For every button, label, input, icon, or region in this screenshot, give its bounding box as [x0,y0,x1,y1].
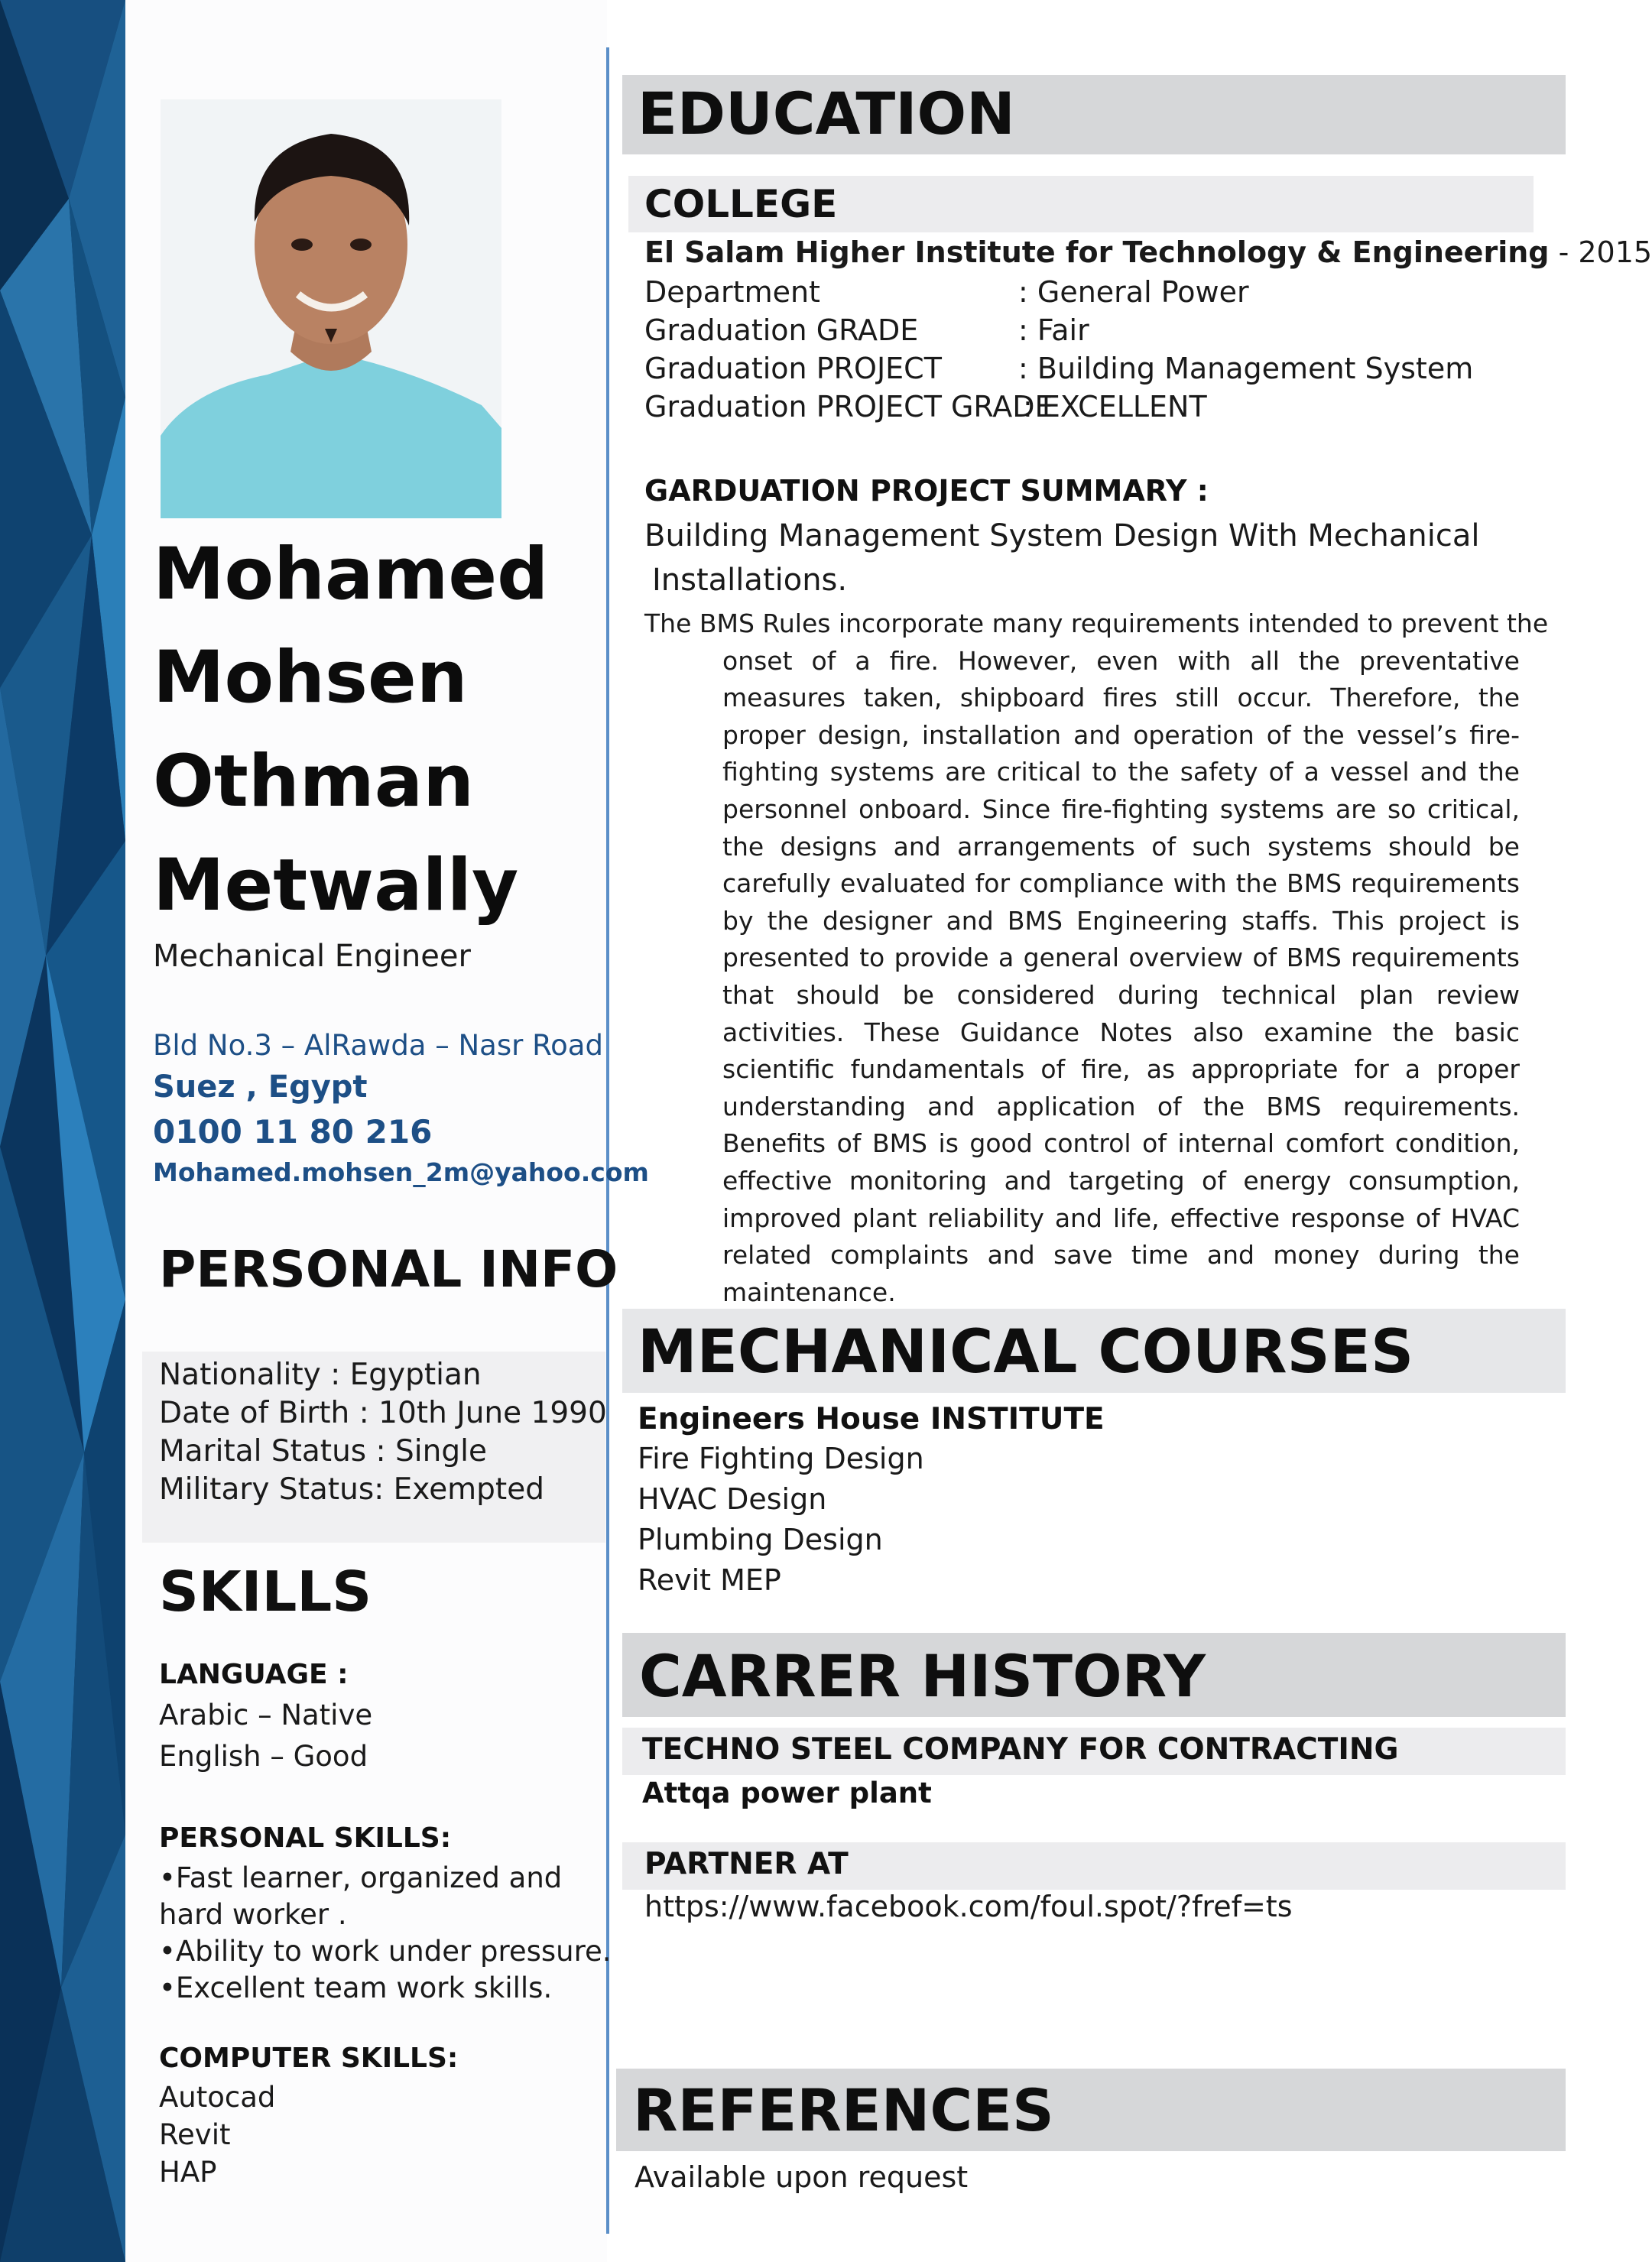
profile-photo [161,99,501,518]
graduation-grade-label: Graduation GRADE [644,313,919,347]
marital-status-row: Marital Status : Single [159,1434,487,1469]
graduation-grade-value: : Fair [1018,313,1089,347]
job-title: Mechanical Engineer [153,939,471,974]
references-heading: REFERENCES [633,2076,1054,2144]
email-link[interactable]: Mohamed.mohsen_2m@yahoo.com [153,1157,649,1187]
personal-skill-item: hard worker . [159,1898,347,1931]
computer-skills-label: COMPUTER SKILLS: [159,2043,459,2074]
graduation-project-grade-label: Graduation PROJECT GRADE [644,390,1053,424]
personal-skill-item: •Fast learner, organized and [159,1861,563,1894]
education-heading: EDUCATION [638,80,1015,148]
course-item: Plumbing Design [638,1523,883,1556]
city: Suez , Egypt [153,1069,368,1105]
partner-label: PARTNER AT [644,1847,849,1881]
college-heading: COLLEGE [644,182,838,226]
decorative-blue-polygon-strip [0,0,125,2262]
computer-skill-item: Autocad [159,2081,276,2114]
graduation-project-label: Graduation PROJECT [644,352,942,385]
partner-url-link[interactable]: https://www.facebook.com/foul.spot/?fref=ts [644,1890,1293,1923]
phone-number: 0100 11 80 216 [153,1113,433,1150]
personal-info-heading: PERSONAL INFO [159,1240,618,1299]
personal-skill-item: •Excellent team work skills. [159,1972,553,2004]
department-label: Department [644,275,820,309]
course-item: Revit MEP [638,1563,781,1597]
project-name: Attqa power plant [642,1777,932,1809]
graduation-project-grade-value: : EXCELLENT [1023,390,1207,424]
skills-heading: SKILLS [159,1559,372,1624]
address: Bld No.3 – AlRawda – Nasr Road [153,1029,603,1062]
name-line-3: Othman [153,740,475,823]
project-summary-label: GARDUATION PROJECT SUMMARY : [644,474,1209,508]
courses-institute: Engineers House INSTITUTE [638,1402,1105,1436]
column-divider [606,47,609,2234]
courses-heading: MECHANICAL COURSES [638,1318,1414,1387]
course-item: Fire Fighting Design [638,1442,924,1475]
references-text: Available upon request [635,2160,969,2194]
language-item: English – Good [159,1740,368,1773]
personal-skill-item: •Ability to work under pressure. [159,1935,612,1968]
nationality-row: Nationality : Egyptian [159,1358,482,1392]
career-heading: CARRER HISTORY [639,1642,1206,1710]
project-summary-paragraph: onset of a fire. However, even with all the preventative measures taken, shipboard fires still occur. Therefore, the proper design, installation and operation of the vessel’s fire-fighting systems are critical to the safety of a vessel and the personnel onboard. Since fire-fighting systems are so critical, the designs and arrangements of such systems should be carefully evaluated for compliance with the BMS requirements by the designer and BMS Engineering staffs. This project is presented to provide a general overview of BMS requirements that should be considered during technical plan review activities. These Guidance Notes also examine the basic scientific fundamentals of fire, as appropriate for a proper understanding and application of the BMS requirements. Benefits of BMS is good control of internal comfort condition, effective monitoring and targeting of energy consumption, improved plant reliability and life, effective response of HVAC related complaints and save time and money during the maintenance. [722,645,1520,1307]
language-item: Arabic – Native [159,1699,373,1731]
institute-name: El Salam Higher Institute for Technology & Engineering [644,235,1550,269]
computer-skill-item: Revit [159,2118,231,2151]
name-line-4: Metwally [153,844,519,927]
personal-skills-label: PERSONAL SKILLS: [159,1822,452,1854]
course-item: HVAC Design [638,1482,827,1516]
project-summary-first-line: The BMS Rules incorporate many requirements intended to prevent the [644,609,1549,638]
company-name: TECHNO STEEL COMPANY FOR CONTRACTING [642,1732,1399,1767]
name-line-1: Mohamed [153,533,549,616]
graduation-project-value: : Building Management System [1018,352,1474,385]
date-of-birth-row: Date of Birth : 10th June 1990 [159,1396,607,1430]
military-status-row: Military Status: Exempted [159,1472,544,1507]
institute-line [644,235,1652,269]
project-summary-title: Building Management System Design With Mechanical [644,518,1480,553]
name-line-2: Mohsen [153,636,468,719]
language-label: LANGUAGE : [159,1659,349,1690]
project-summary-title-cont: Installations. [652,563,848,598]
graduation-year: - 2015 [1549,235,1652,269]
department-value: : General Power [1018,275,1249,309]
computer-skill-item: HAP [159,2156,217,2189]
